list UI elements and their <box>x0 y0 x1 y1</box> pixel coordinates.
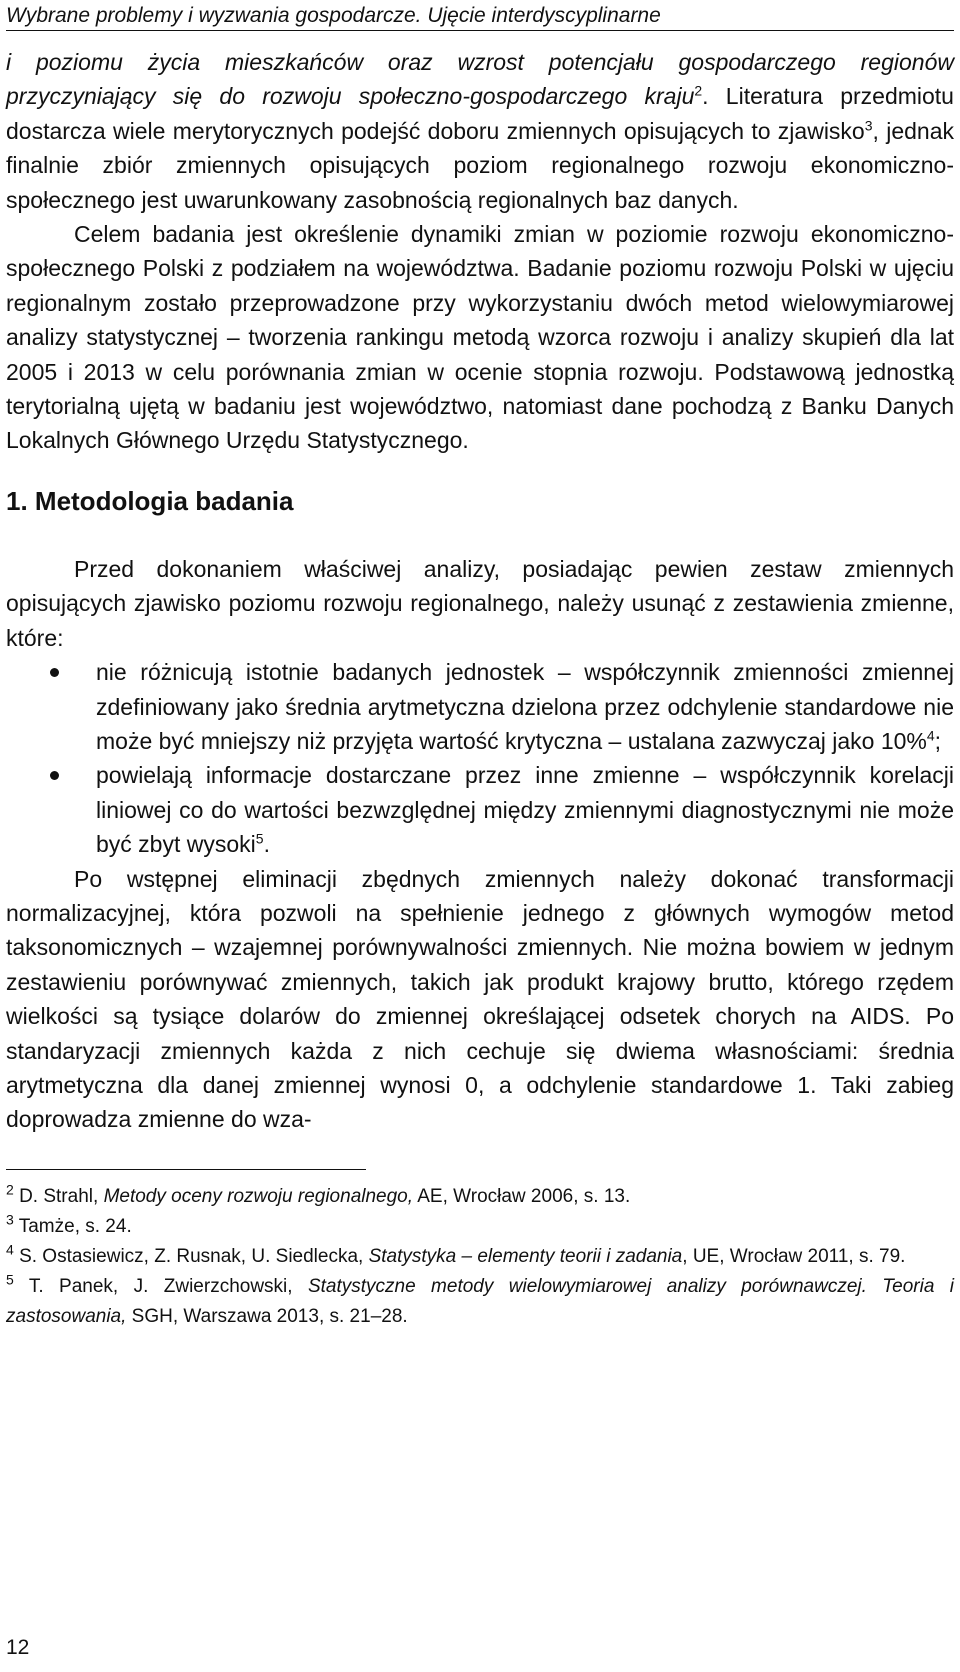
footnotes <box>6 1182 954 1332</box>
bullet-icon <box>50 668 59 677</box>
running-header: Wybrane problemy i wyzwania gospodarcze. Ujęcie interdyscyplinarne <box>6 4 954 31</box>
intro-text-a: . Literatura przedmiotu dostarcza wiele merytorycznych podejść doboru zmiennych opisujących to zjawisko <box>6 83 954 144</box>
list-item <box>6 655 954 758</box>
footnote-text: Tamże, s. 24. <box>18 1215 132 1237</box>
footnote-ref-5[interactable]: 5 <box>255 830 264 847</box>
footnote-number: 4 <box>6 1241 14 1258</box>
footnote-text: AE, Wrocław 2006, s. 13. <box>413 1185 631 1207</box>
list-item-tail: . <box>263 831 270 858</box>
list-item-text: powielają informacje dostarczane przez inne zmienne – współczynnik korelacji liniowej co do wartości bezwzględnej między zmiennymi diagnostycznymi nie może być zbyt wysoki <box>96 762 954 858</box>
footnote-title: Statystyka – elementy teorii i zadania <box>368 1245 683 1267</box>
list-item <box>6 758 954 861</box>
footnote-divider <box>6 1169 366 1170</box>
footnote-text: D. Strahl, <box>19 1185 104 1207</box>
footnote-text: S. Ostasiewicz, Z. Rusnak, U. Siedlecka, <box>19 1245 369 1267</box>
list-item-text: nie różnicują istotnie badanych jednostek – współczynnik zmienności zmiennej zdefiniowany jako średnia arytmetyczna dzielona przez odchylenie standardowe nie może być mniejszy niż przyjęta wartość krytyczna – ustalana zazwyczaj jako 10% <box>96 659 954 754</box>
footnote-text: SGH, Warszawa 2013, s. 21–28. <box>126 1305 408 1327</box>
list-item-tail: ; <box>934 727 942 754</box>
footnote-ref-3[interactable]: 3 <box>864 117 873 134</box>
footnote-3 <box>6 1212 954 1242</box>
footnote-text: , UE, Wrocław 2011, s. 79. <box>682 1245 906 1267</box>
footnote-ref-2[interactable]: 2 <box>694 82 703 99</box>
criteria-list <box>6 655 954 861</box>
bullet-icon <box>50 771 59 780</box>
method-paragraph-1: Przed dokonaniem właściwej analizy, posiadając pewien zestaw zmiennych opisujących zjawisko poziomu rozwoju regionalnego, należy usunąć z zestawienia zmienne, które: <box>6 555 954 651</box>
footnote-number: 3 <box>6 1211 14 1228</box>
footnote-number: 2 <box>6 1181 14 1198</box>
method-paragraph-2: Po wstępnej eliminacji zbędnych zmiennych należy dokonać transformacji normalizacyjnej, która pozwoli na spełnienie jednego z głównych wymogów metod taksonomicznych – wzajemnej porównywalności zmiennych. Nie można bowiem w jednym zestawieniu porównywać zmiennych, takich jak produkt krajowy brutto, którego rzędem wielkości są tysiące dolarów do zmiennej określającej odsetek chorych na AIDS. Po standaryzacji zmiennych każda z nich cechuje się dwiema własnościami: średnia arytmetyczna dla danej zmiennej wynosi 0, a odchylenie standardowe 1. Taki zabieg doprowadza zmienne do wza- <box>6 865 954 1133</box>
footnote-ref-4[interactable]: 4 <box>926 727 935 744</box>
aim-paragraph: Celem badania jest określenie dynamiki zmian w poziomie rozwoju ekonomiczno-społecznego Polski z podziałem na województwa. Badanie poziomu rozwoju Polski w ujęciu regionalnym zostało przeprowadzone przy wykorzystaniu dwóch metod wielowymiarowej analizy statystycznej – tworzenia rankingu metodą wzorca rozwoju i analizy skupień dla lat 2005 i 2013 w celu porównania zmian w ocenie stopnia rozwoju. Podstawową jednostką terytorialną ujętą w badaniu jest województwo, natomiast dane pochodzą z Banku Danych Lokalnych Głównego Urzędu Statystycznego. <box>6 221 954 454</box>
section-heading: 1. Metodologia badania <box>6 485 294 516</box>
footnote-number: 5 <box>6 1271 14 1288</box>
footnote-title: Statystyczne metody wielowymiarowej analizy porównawczej. Teoria i zastosowania, <box>6 1275 955 1327</box>
intro-text-b: , jednak finalnie zbiór zmiennych opisujących poziom regionalnego rozwoju ekonomiczno-społecznego jest uwarunkowany zasobnością regionalnych baz danych. <box>6 117 954 213</box>
footnote-5 <box>6 1272 954 1332</box>
page <box>6 0 954 1332</box>
footnote-title: Metody oceny rozwoju regionalnego, <box>103 1185 414 1207</box>
intro-paragraph <box>6 45 954 217</box>
footnote-4 <box>6 1242 954 1272</box>
page-number: 12 <box>6 1636 30 1659</box>
footnote-text: T. Panek, J. Zwierzchowski, <box>28 1275 308 1297</box>
footnote-2 <box>6 1182 954 1212</box>
intro-italic-lead: i poziomu życia mieszkańców oraz wzrost potencjału gospodarczego regionów przyczyniający się do rozwoju społeczno-gospodarczego kraju <box>6 49 954 110</box>
